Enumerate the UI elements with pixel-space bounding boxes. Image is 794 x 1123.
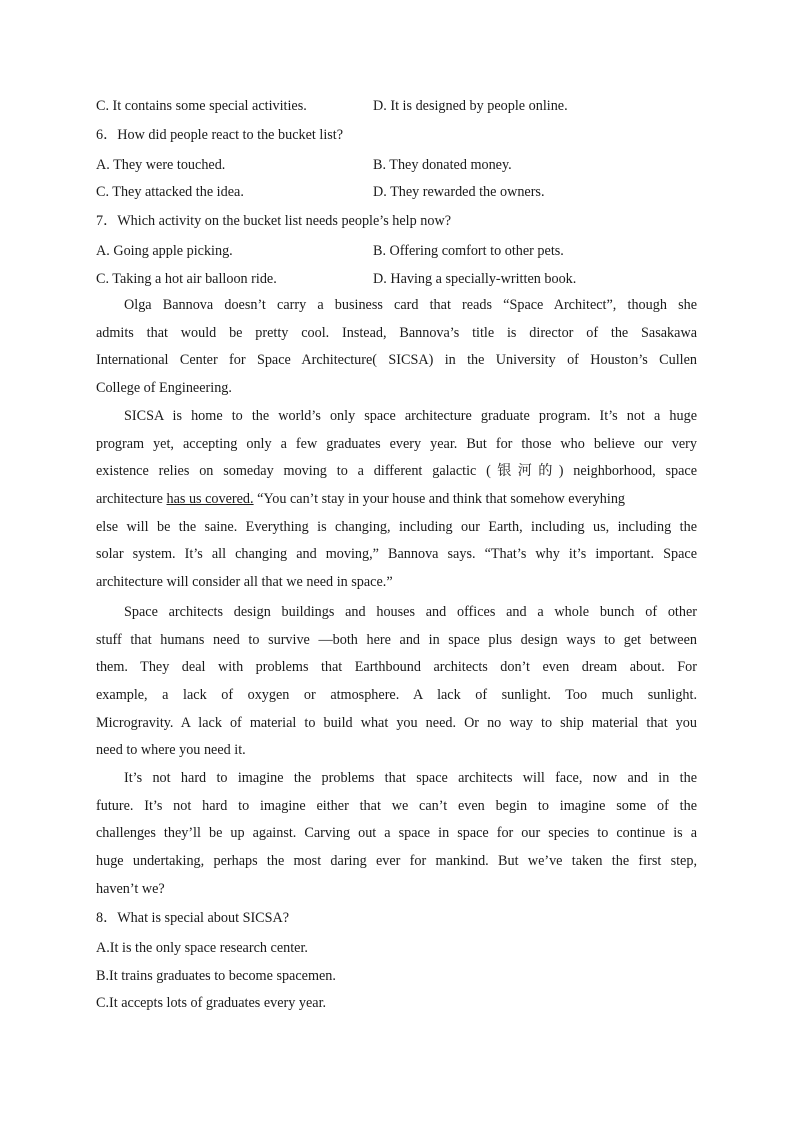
text-line: them. They deal with problems that Earthbound architects don’t even dream about. For	[96, 659, 697, 676]
text-line: admits that would be pretty cool. Instead, Bannova’s title is director of the Sasakawa	[96, 324, 697, 341]
text-line-with-underline	[96, 486, 697, 514]
q5-option-d: D. It is designed by people online.	[373, 98, 568, 114]
q8-question: 8．What is special about SICSA?	[96, 910, 290, 926]
q5-option-c: C. It contains some special activities.	[96, 98, 307, 114]
text-line: else will be the saine. Everything is changing, including our Earth, including us, including the	[96, 518, 697, 535]
q6-option-a: A. They were touched.	[96, 157, 226, 173]
q7-option-b: B. Offering comfort to other pets.	[373, 243, 564, 259]
q7-option-c: C. Taking a hot air balloon ride.	[96, 271, 277, 287]
text-line: Olga Bannova doesn’t carry a business card that reads “Space Architect”, though she	[124, 297, 697, 313]
passage-paragraph-2	[96, 403, 697, 597]
text-line: Microgravity. A lack of material to build what you need. Or no way to ship material that you	[96, 714, 697, 731]
q6-option-d: D. They rewarded the owners.	[373, 184, 545, 200]
text-line: SICSA is home to the world’s only space architecture graduate program. It’s not a huge	[124, 408, 697, 424]
q8-option-a: A.It is the only space research center.	[96, 940, 308, 956]
text-line: example, a lack of oxygen or atmosphere. A lack of sunlight. Too much sunlight.	[96, 687, 697, 704]
text-segment: “You can’t stay in your house and think that somehow everyhing	[253, 491, 626, 508]
text-line: haven’t we?	[96, 880, 165, 897]
q8-option-c: C.It accepts lots of graduates every year.	[96, 995, 327, 1011]
q5-options-row-cd	[96, 96, 696, 116]
q7-question: 7．Which activity on the bucket list needs people’s help now?	[96, 213, 451, 229]
text-line: existence relies on someday moving to a different galactic (银河的) neighborhood, space	[96, 463, 697, 480]
text-line: future. It’s not hard to imagine either that we can’t even begin to imagine some of the	[96, 797, 697, 814]
text-line: need to where you need it.	[96, 742, 246, 759]
q6-question: 6．How did people react to the bucket list?	[96, 127, 344, 143]
q6-option-b: B. They donated money.	[373, 157, 512, 173]
text-line: It’s not hard to imagine the problems that space architects will face, now and in the	[124, 770, 697, 786]
text-line: stuff that humans need to survive —both here and in space plus design ways to get between	[96, 631, 697, 648]
passage-paragraph-4	[96, 765, 697, 903]
q6-options-row-cd	[96, 182, 696, 202]
text-line: International Center for Space Architecture( SICSA) in the University of Houston’s Cullen	[96, 352, 697, 369]
text-line: architecture will consider all that we need in space.”	[96, 574, 393, 591]
passage-paragraph-3	[96, 599, 697, 765]
text-line: challenges they’ll be up against. Carving out a space in space for our species to continue is a	[96, 825, 697, 842]
q7-option-a: A. Going apple picking.	[96, 243, 233, 259]
text-segment: architecture	[96, 491, 167, 508]
text-line: Space architects design buildings and houses and offices and a whole bunch of other	[124, 604, 697, 620]
text-line: College of Engineering.	[96, 380, 232, 397]
q6-options-row-ab	[96, 155, 696, 175]
underlined-phrase: has us covered.	[166, 491, 254, 508]
q8-option-b: B.It trains graduates to become spacemen.	[96, 968, 336, 984]
q7-options-row-ab	[96, 241, 696, 261]
text-line: huge undertaking, perhaps the most daring ever for mankind. But we’ve taken the first step,	[96, 853, 697, 870]
text-line: program yet, accepting only a few graduates every year. But for those who believe our very	[96, 435, 697, 452]
text-line: solar system. It’s all changing and moving,” Bannova says. “That’s why it’s important. Space	[96, 546, 697, 563]
q7-option-d: D. Having a specially-written book.	[373, 271, 577, 287]
q6-option-c: C. They attacked the idea.	[96, 184, 244, 200]
q7-options-row-cd	[96, 269, 696, 289]
passage-paragraph-1	[96, 292, 697, 403]
